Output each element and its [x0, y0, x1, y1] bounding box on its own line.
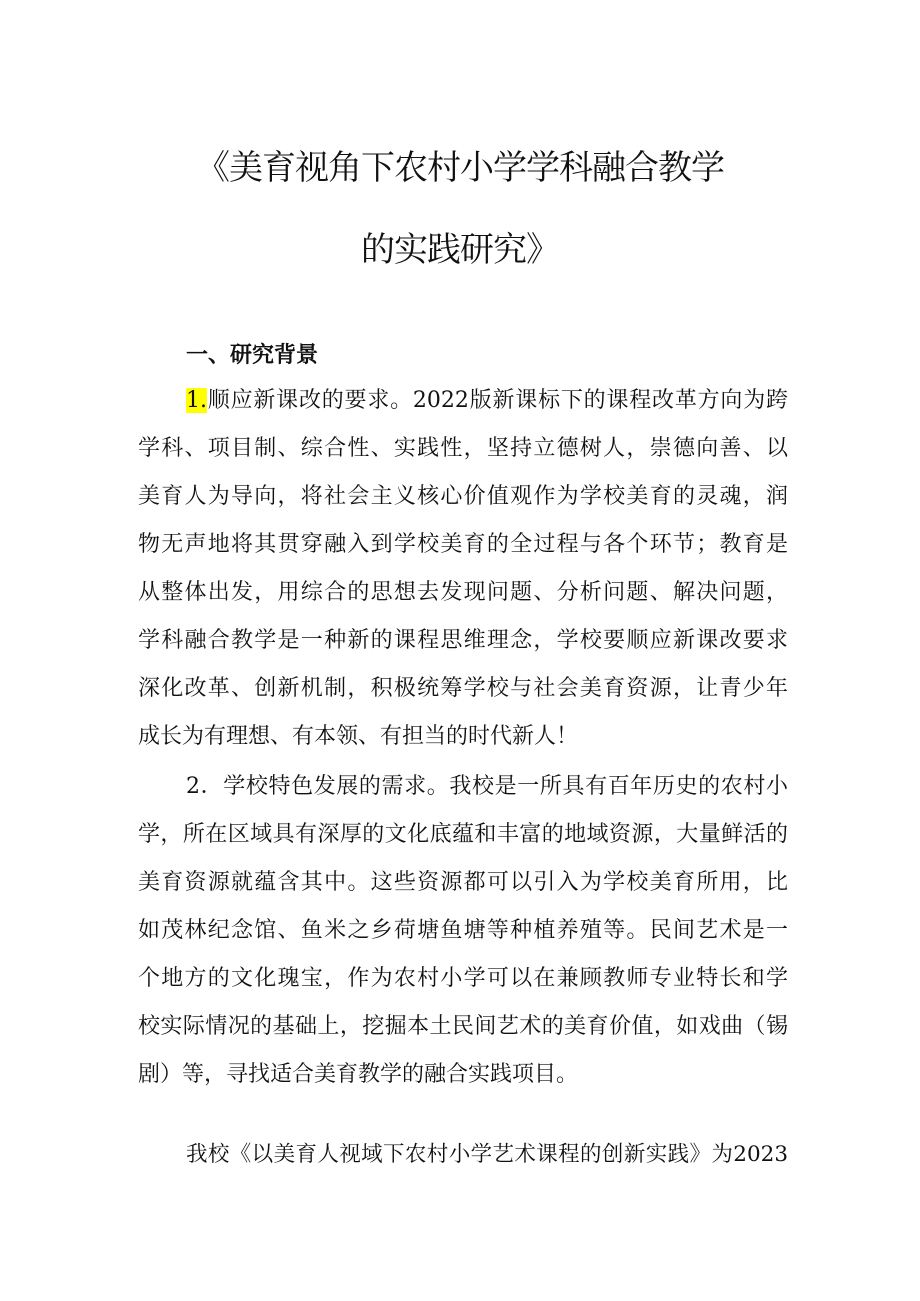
paragraph-1-line-1	[186, 386, 788, 416]
paragraph-1-line: 从整体出发，用综合的思想去发现问题、分析问题、解决问题，	[138, 580, 788, 605]
paragraph-1-line: 物无声地将其贯穿融入到学校美育的全过程与各个环节；教育是	[138, 532, 788, 557]
paragraph-2-line: 个地方的文化瑰宝，作为农村小学可以在兼顾教师专业特长和学	[138, 966, 788, 991]
paragraph-3-line-1: 我校《以美育人视域下农村小学艺术课程的创新实践》为2023	[186, 1142, 788, 1167]
paragraph-2-line: 剧）等，寻找适合美育教学的融合实践项目。	[138, 1062, 579, 1087]
paragraph-1-line: 学科融合教学是一种新的课程思维理念，学校要顺应新课改要求	[138, 628, 788, 653]
document-title-line-1: 《美育视角下农村小学学科融合教学	[196, 148, 724, 188]
paragraph-2-line-1: 2．学校特色发展的需求。我校是一所具有百年历史的农村小	[186, 774, 788, 799]
paragraph-2-line: 学，所在区域具有深厚的文化底蕴和丰富的地域资源，大量鲜活的	[138, 822, 788, 847]
paragraph-1-line: 美育人为导向，将社会主义核心价值观作为学校美育的灵魂，润	[138, 484, 788, 509]
section-heading: 一、研究背景	[186, 343, 319, 368]
paragraph-2-line: 校实际情况的基础上，挖掘本土民间艺术的美育价值，如戏曲（锡	[138, 1014, 788, 1039]
paragraph-1-line: 深化改革、创新机制，积极统筹学校与社会美育资源，让青少年	[138, 676, 788, 701]
paragraph-1-line-1-text: 顺应新课改的要求。2022版新课标下的课程改革方向为跨	[207, 388, 788, 413]
paragraph-1-line: 学科、项目制、综合性、实践性，坚持立德树人，崇德向善、以	[138, 436, 788, 461]
paragraph-2-line: 美育资源就蕴含其中。这些资源都可以引入为学校美育所用，比	[138, 870, 788, 895]
document-title-line-2: 的实践研究》	[361, 230, 559, 270]
highlighted-number-marker: 1.	[186, 388, 207, 413]
paragraph-1-line: 成长为有理想、有本领、有担当的时代新人！	[138, 724, 579, 749]
paragraph-2-line: 如茂林纪念馆、鱼米之乡荷塘鱼塘等种植养殖等。民间艺术是一	[138, 918, 788, 943]
